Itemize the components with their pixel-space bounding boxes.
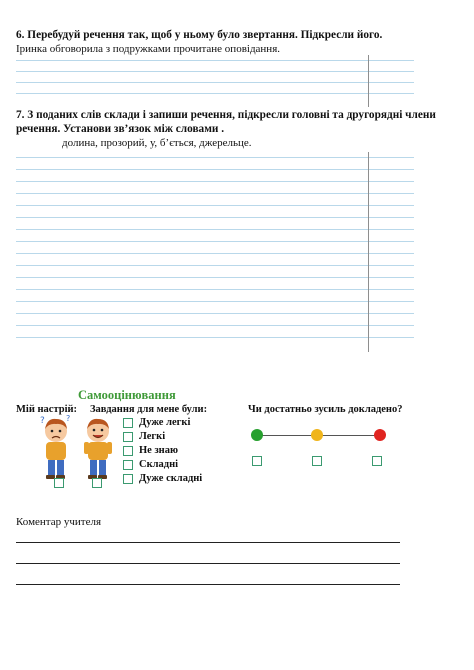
task7-writing-lines[interactable] (16, 157, 414, 347)
teacher-comment-label: Коментар учителя (16, 516, 102, 528)
writing-line (16, 301, 414, 302)
margin-line (368, 55, 369, 107)
option-label: Дуже складні (139, 473, 203, 484)
writing-line (16, 337, 414, 338)
writing-line (16, 205, 414, 206)
option-checkbox[interactable] (123, 474, 133, 484)
effort-yellow-checkbox[interactable] (312, 456, 322, 466)
writing-line (16, 60, 414, 61)
task7-title-line1: 7. З поданих слів склади і запиши речення, підкресли головні та другорядні члени (16, 109, 436, 121)
sad-boy-icon (40, 414, 70, 479)
option-label: Не знаю (139, 445, 178, 456)
option-checkbox[interactable] (123, 460, 133, 470)
mood-sad-checkbox[interactable] (54, 478, 64, 488)
margin-line (368, 152, 369, 352)
effort-green-checkbox[interactable] (252, 456, 262, 466)
writing-line (16, 241, 414, 242)
writing-line (16, 289, 414, 290)
effort-red-checkbox[interactable] (372, 456, 382, 466)
option-very-difficult[interactable] (123, 472, 202, 485)
writing-line (16, 277, 414, 278)
svg-text:?: ? (66, 414, 71, 423)
writing-line (16, 313, 414, 314)
writing-line (16, 93, 414, 94)
option-label: Дуже легкі (139, 417, 191, 428)
effort-green-dot (251, 429, 263, 441)
effort-red-dot (374, 429, 386, 441)
writing-line (16, 253, 414, 254)
comment-line[interactable] (16, 563, 400, 564)
writing-line (16, 229, 414, 230)
tasks-label: Завдання для мене були: (90, 404, 208, 415)
svg-text:?: ? (40, 416, 45, 426)
option-checkbox[interactable] (123, 418, 133, 428)
writing-line (16, 193, 414, 194)
option-very-easy[interactable] (123, 416, 190, 429)
task6-text: Іринка обговорила з подружками прочитане оповідання. (16, 43, 280, 55)
writing-line (16, 82, 414, 83)
task6-title: 6. Перебудуй речення так, щоб у ньому було звертання. Підкресли його. (16, 29, 383, 41)
task7-words: долина, прозорий, у, б’ється, джерельце. (62, 137, 252, 149)
writing-line (16, 157, 414, 158)
mood-happy-checkbox[interactable] (92, 478, 102, 488)
effort-yellow-dot (311, 429, 323, 441)
writing-line (16, 217, 414, 218)
mood-label: Мій настрій: (16, 404, 78, 415)
self-assessment-title: Самооцінювання (78, 388, 176, 402)
writing-line (16, 181, 414, 182)
option-difficult[interactable] (123, 458, 178, 471)
comment-line[interactable] (16, 584, 400, 585)
option-label: Складні (139, 459, 179, 470)
boys-mood-illustration (36, 414, 122, 480)
option-checkbox[interactable] (123, 446, 133, 456)
comment-line[interactable] (16, 542, 400, 543)
option-label: Легкі (139, 431, 166, 442)
task7-title-line2: речення. Установи зв’язок між словами . (16, 123, 225, 135)
writing-line (16, 169, 414, 170)
option-checkbox[interactable] (123, 432, 133, 442)
writing-line (16, 265, 414, 266)
writing-line (16, 325, 414, 326)
writing-line (16, 71, 414, 72)
effort-label: Чи достатньо зусиль докладено? (248, 404, 403, 415)
task6-writing-lines[interactable] (16, 60, 414, 110)
happy-boy-icon (84, 419, 112, 479)
option-easy[interactable] (123, 430, 165, 443)
option-dont-know[interactable] (123, 444, 178, 457)
